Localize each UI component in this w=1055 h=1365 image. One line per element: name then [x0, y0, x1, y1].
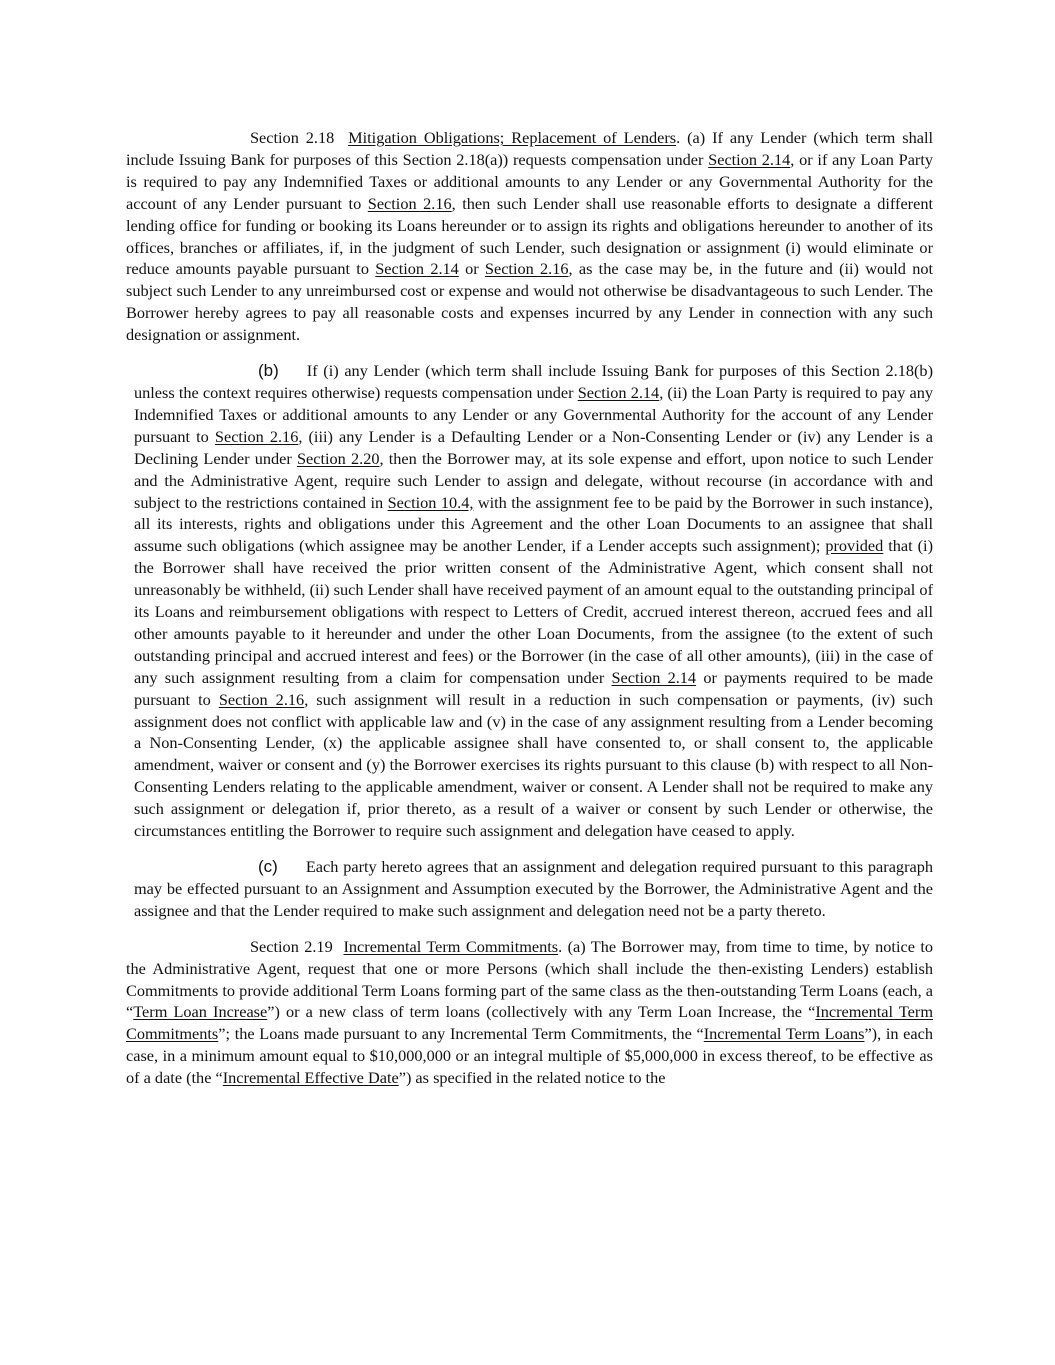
defined-term-term-loan-increase: Term Loan Increase [133, 1002, 268, 1022]
clause-c-label: (c) [258, 857, 278, 876]
text: that (i) the Borrower shall have received the prior written consent of the Administrative Agent, which consent shall not unreasonably be withheld, (ii) such Lender shall have received payment of an amount equal to the outstanding principal of its Loans and reimbursement obligations with respect to Letters of Credit, accrued interest thereon, accrued fees and all other amounts payable to it hereunder and under the other Loan Documents, from the assignee (to the extent of such outstanding principal and accrued interest and fees) or the Borrower (in the case of all other amounts), (iii) in the case of any such assignment resulting from a claim for compensation under [134, 536, 933, 687]
section-2-18-title: Mitigation Obligations; Replacement of Lenders [348, 128, 677, 147]
text: , as the case may be, in the future and (ii) would not subject such Lender to any unreimbursed cost or expense and would not otherwise be disadvantageous to such Lender. The Borrower hereby agrees to pay all reasonable costs and expenses incurred by any Lender in connection with any such designation or assignment. [126, 259, 934, 345]
cross-reference-2-16: Section 2.16 [484, 259, 569, 279]
text: , (iii) any Lender is a Defaulting Lender or a Non-Consenting Lender or (iv) any Lender is a Declining Lender under [134, 426, 934, 468]
section-2-18-b-paragraph [134, 360, 933, 842]
text: ”; the Loans made pursuant to any Incremental Term Commitments, the “ [218, 1024, 704, 1044]
cross-reference-2-16: Section 2.16 [214, 426, 299, 446]
cross-reference-2-14: Section 2.14 [611, 667, 697, 687]
cross-reference-2-16: Section 2.16 [218, 689, 305, 709]
text: Each party hereto agrees that an assignment and delegation required pursuant to this paragraph may be effected pursuant to an Assignment and Assumption executed by the Borrower, the Administrative Agent and the assignee and that the Lender required to make such assignment and delegation need not be a party thereto. [134, 857, 933, 920]
section-2-19-a-paragraph [126, 936, 933, 1089]
defined-term-incremental-effective-date: Incremental Effective Date [222, 1068, 399, 1088]
text: ”), in each case, in a minimum amount equal to $10,000,000 or an integral multiple of $5,000,000 in excess thereof, to be effective as of a date (the “ [126, 1024, 933, 1088]
text: ”) or a new class of term loans (collectively with any Term Loan Increase, the “ [267, 1002, 816, 1022]
text: , then the Borrower may, at its sole expense and effort, upon notice to such Lender and the Administrative Agent, require such Lender to assign and delegate, without recourse (in accordance with and subject to the restrictions contained in [134, 448, 933, 512]
cross-reference-2-14: Section 2.14 [375, 259, 459, 279]
text: , or if any Loan Party is required to pay any Indemnified Taxes or additional amounts to any Lender or any Governmental Authority for the account of any Lender pursuant to [126, 149, 934, 213]
cross-reference-10-4: Section 10.4, [387, 492, 474, 512]
cross-reference-2-20: Section 2.20 [296, 448, 380, 468]
section-2-19-title: Incremental Term Commitments [343, 936, 559, 956]
section-2-19-number: Section 2.19 [250, 936, 333, 956]
text: If (i) any Lender (which term shall include Issuing Bank for purposes of this Section 2.18(b) unless the context requires otherwise) requests compensation under [134, 361, 933, 402]
document-page [126, 127, 933, 1089]
defined-term-incremental-term-loans: Incremental Term Loans [703, 1024, 865, 1044]
text: . (a) If any Lender (which term shall include Issuing Bank for purposes of this Section 2.18(a)) requests compensation under [126, 128, 933, 169]
section-2-18-a-paragraph [126, 127, 933, 346]
section-2-18-number: Section 2.18 [250, 128, 335, 147]
defined-term-incremental-term-commitments: Incremental Term Commitments [126, 1002, 933, 1044]
cross-reference-2-14: Section 2.14 [708, 149, 791, 169]
text: ”) as specified in the related notice to the [398, 1068, 666, 1088]
section-2-18-c-paragraph [134, 856, 933, 922]
provided-term: provided [825, 536, 884, 556]
text: , such assignment will result in a reduction in such compensation or payments, (iv) such assignment does not conflict with applicable law and (v) in the case of any assignment resulting from a Lender becoming a Non-Consenting Lender, (x) the applicable assignee shall have consented to, or shall consent to, the applicable amendment, waiver or consent and (y) the Borrower exercises its rights pursuant to this clause (b) with respect to all Non-Consenting Lenders relating to the applicable amendment, waiver or consent. A Lender shall not be required to make any such assignment or delegation if, prior thereto, as a result of a waiver or consent by such Lender or otherwise, the circumstances entitling the Borrower to require such assignment and delegation have ceased to apply. [134, 689, 934, 841]
text: , (ii) the Loan Party is required to pay any Indemnified Taxes or additional amounts to any Lender or any Governmental Authority for the account of any Lender pursuant to [134, 382, 933, 446]
text: . (a) The Borrower may, from time to time, by notice to the Administrative Agent, request that one or more Persons (which shall include the then-existing Lenders) establish Commitments to provide additional Term Loans forming part of the same class as the then-outstanding Term Loans (each, a “ [126, 936, 933, 1022]
clause-b-label: (b) [258, 361, 279, 381]
text: or payments required to be made pursuant to [134, 667, 934, 709]
text: with the assignment fee to be paid by the Borrower in such instance), all its interests, rights and obligations under this Agreement and the other Loan Documents to an assignee that shall assume such obligations (which assignee may be another Lender, if a Lender accepts such assignment); [134, 492, 934, 556]
text: , then such Lender shall use reasonable efforts to designate a different lending office for funding or booking its Loans hereunder or to assign its rights and obligations hereunder to another of its offices, branches or affiliates, if, in the judgment of such Lender, such designation or assignment (i) would eliminate or reduce amounts payable pursuant to [126, 193, 933, 279]
text: or [458, 259, 485, 279]
cross-reference-2-16: Section 2.16 [367, 193, 452, 213]
cross-reference-2-14: Section 2.14 [577, 382, 660, 402]
